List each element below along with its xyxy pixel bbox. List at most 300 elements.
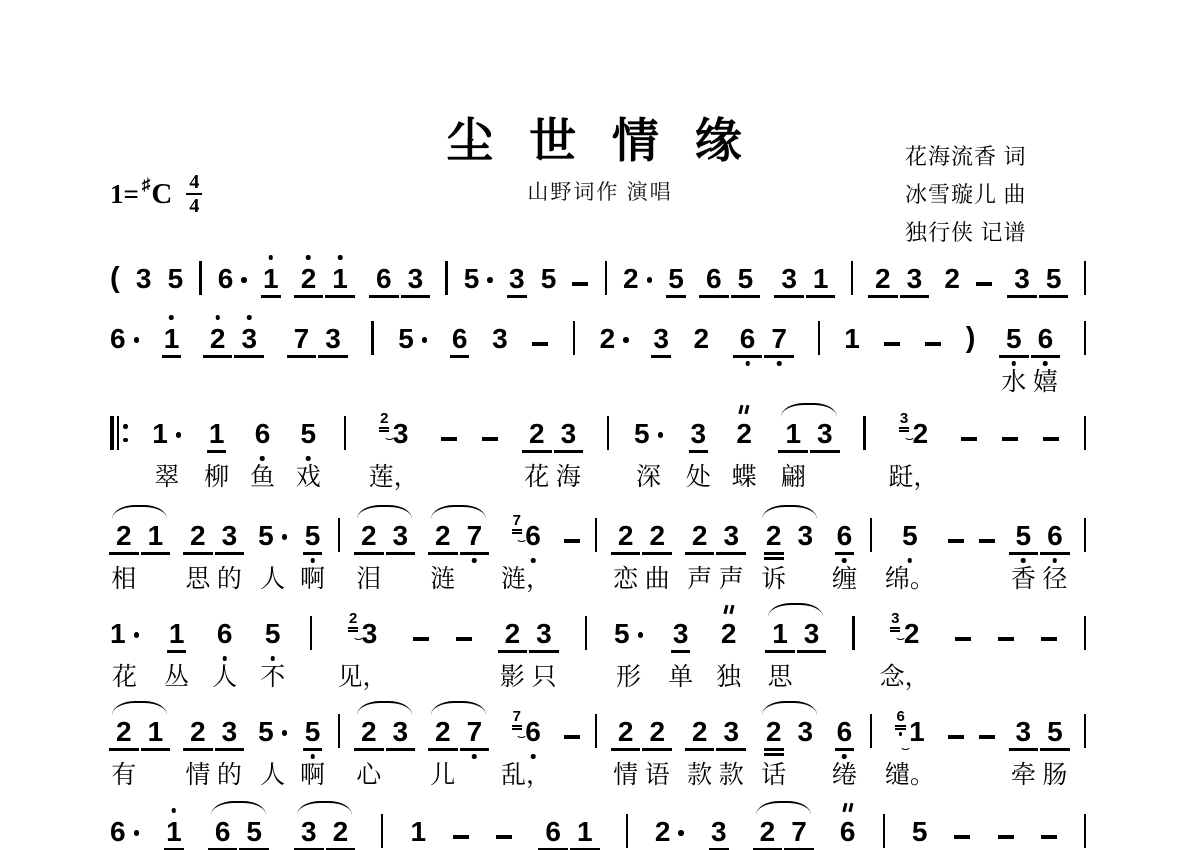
paren-cell [964, 323, 978, 353]
lyric: 影 [499, 664, 525, 691]
note-row [494, 816, 514, 846]
note-digit: 5 [463, 263, 480, 294]
note-row [459, 716, 491, 746]
note-digit: 3 [492, 323, 508, 354]
octave-dot-below [899, 732, 903, 736]
note-cell [879, 610, 930, 691]
note-cell [632, 418, 665, 491]
note-row [454, 618, 474, 648]
note-row [108, 618, 141, 648]
note-digit: 5 [265, 620, 281, 648]
note-digit: 6 [740, 325, 756, 353]
lyric: 款 [718, 762, 744, 789]
slur-icon [431, 701, 486, 715]
note-row [666, 263, 686, 293]
note-row [261, 263, 281, 293]
group-note [777, 418, 809, 491]
note-row [1008, 520, 1040, 550]
note-digit: 5 [1016, 522, 1032, 550]
note-digit: 2 [529, 418, 545, 449]
note-row [809, 418, 841, 448]
lyric: 儿 [430, 762, 456, 789]
note-row [610, 716, 642, 746]
note-row [692, 323, 712, 353]
bar-cell [1082, 618, 1088, 648]
group-note [528, 618, 560, 691]
mordent-icon [722, 605, 735, 614]
note-row [671, 618, 691, 648]
note-digit: 5 [246, 816, 262, 847]
octave-dot-above [338, 255, 343, 260]
note-digit: 1 [208, 418, 225, 449]
grace-digit: 3 [899, 410, 909, 427]
dash-icon [441, 437, 457, 441]
note-row [593, 716, 599, 746]
note-row [1082, 418, 1088, 448]
group-note [140, 520, 172, 550]
note-digit: 5 [540, 263, 557, 294]
lyric: 心 [356, 762, 382, 789]
barline-icon [870, 714, 872, 748]
note-row [953, 618, 973, 648]
octave-dot-below [1012, 361, 1017, 366]
bar-cell [593, 520, 599, 550]
dash-icon [1043, 437, 1059, 441]
note-digit: 3 [392, 418, 409, 449]
note-row [977, 520, 997, 550]
mordent-icon [841, 803, 854, 812]
note-row [150, 418, 183, 448]
dash-cell [996, 816, 1016, 846]
note-row [838, 816, 858, 846]
group-note [353, 716, 385, 789]
lyric: 跹， [888, 464, 939, 491]
note-row [256, 520, 289, 550]
barline-icon [371, 321, 373, 355]
note-row [977, 716, 997, 746]
augmentation-dot [647, 277, 653, 283]
slur-icon [756, 801, 811, 815]
bar-cell [816, 323, 822, 353]
note-digit: 6 [837, 522, 853, 550]
note-digit: 6 [376, 263, 392, 294]
note-digit: 1 [332, 265, 348, 293]
grace-digit: 2 [380, 410, 389, 427]
parenthesis: ) [965, 322, 976, 354]
note-digit: 6 [837, 718, 853, 746]
group-note [1038, 263, 1070, 293]
note-row [868, 520, 874, 550]
note-digit: 2 [649, 716, 666, 747]
note-cell [212, 618, 237, 691]
note-row [539, 263, 559, 293]
note-cell [838, 816, 858, 846]
bar-cell [868, 520, 874, 550]
note-row [570, 263, 590, 293]
octave-dot-above [247, 315, 252, 320]
note-row [764, 618, 796, 648]
dash-cell [974, 263, 994, 293]
lyric: 深 [635, 464, 661, 491]
note-digit: 3 [797, 716, 814, 747]
dash-cell [977, 520, 997, 550]
note-row [910, 816, 930, 846]
beam-group [521, 418, 584, 491]
note-digit: 3 [781, 263, 797, 294]
note-row [861, 418, 867, 448]
note-row [1039, 618, 1059, 648]
note-cell [108, 816, 141, 846]
group-note [324, 263, 356, 293]
note-row [459, 520, 491, 550]
group-note [182, 520, 214, 593]
repeat-bar-thin [117, 416, 119, 450]
note-digit: 5 [1045, 263, 1062, 294]
note-row [569, 816, 601, 846]
barline-icon [1084, 321, 1086, 355]
octave-dot-below [842, 754, 847, 759]
note-cell [507, 263, 527, 293]
beam-group [293, 263, 356, 293]
bar-cell [1082, 418, 1088, 448]
note-row [490, 323, 510, 353]
dash-cell [946, 520, 966, 550]
dash-icon [564, 735, 580, 739]
paren-cell [108, 263, 122, 293]
beam-group [427, 716, 490, 789]
bar-cell [342, 418, 348, 448]
lyric: 话 [761, 762, 787, 789]
lyric: 涟， [501, 566, 552, 593]
slur-icon [297, 801, 352, 815]
note-cell [942, 263, 962, 293]
dash-cell [959, 418, 979, 448]
group-note [732, 323, 764, 353]
group-note [233, 323, 265, 353]
note-digit: 5 [737, 263, 754, 294]
dash-cell [1041, 418, 1061, 448]
note-row [553, 418, 585, 448]
note-row [632, 418, 665, 448]
note-digit: 6 [1038, 325, 1054, 353]
note-cell [260, 618, 285, 691]
note-row [140, 520, 172, 550]
note-row [108, 520, 140, 550]
barline-icon [1084, 714, 1086, 748]
repeat-cell [108, 418, 130, 448]
note-digit: 2 [435, 716, 451, 747]
note-digit: 2 [875, 263, 891, 294]
note-cell [709, 816, 729, 846]
barline-icon [1084, 814, 1086, 848]
grace-note [379, 411, 390, 440]
beam-group [353, 716, 416, 789]
beam-group [684, 520, 747, 593]
group-note [427, 716, 459, 789]
note-row [451, 816, 471, 846]
sharp-icon: ♯ [141, 175, 151, 194]
note-row [214, 520, 246, 550]
augmentation-dot [282, 534, 288, 540]
lyric: 思 [185, 566, 211, 593]
note-row [790, 520, 822, 550]
note-row [1082, 618, 1088, 648]
beam-group [684, 716, 747, 789]
note-row [509, 708, 543, 747]
augmentation-dot [658, 432, 664, 438]
note-digit: 6 [217, 263, 234, 294]
augmentation-dot [487, 277, 493, 283]
group-note [1008, 520, 1040, 593]
lyric: 绻 [831, 762, 857, 789]
note-row [207, 816, 239, 846]
note-digit: 3 [241, 325, 257, 353]
lyric: 单 [668, 664, 694, 691]
lyric: 啊 [300, 566, 326, 593]
note-digit: 2 [693, 323, 710, 354]
music-line [108, 323, 1088, 396]
lyric: 见， [337, 664, 388, 691]
note-digit: 3 [392, 520, 409, 551]
note-row [293, 816, 325, 846]
barline-icon [445, 261, 447, 295]
note-row [396, 323, 429, 353]
group-note [610, 520, 642, 593]
group-note [715, 716, 747, 789]
octave-dot-below [310, 558, 315, 563]
note-row [379, 816, 385, 846]
slur-icon [112, 505, 167, 519]
note-digit: 3 [672, 618, 689, 649]
note-row [777, 418, 809, 448]
music-line [108, 708, 1088, 789]
note-cell [501, 512, 552, 593]
note-row [996, 618, 1016, 648]
note-row [140, 716, 172, 746]
lyric: 款 [687, 762, 713, 789]
note-row [385, 520, 417, 550]
dash-icon [532, 342, 548, 346]
note-row [959, 418, 979, 448]
note-row [893, 708, 927, 747]
note-digit: 2 [435, 520, 451, 551]
barline-icon [344, 416, 346, 450]
dash-cell [530, 323, 550, 353]
note-digit: 2 [691, 716, 708, 747]
barline-icon [863, 416, 865, 450]
note-digit: 3 [560, 418, 577, 449]
note-cell [396, 323, 429, 353]
beam-group [182, 520, 245, 593]
beam-group [537, 816, 600, 846]
note-row [996, 816, 1016, 846]
note-row [1038, 263, 1070, 293]
note-row [253, 418, 273, 448]
beam-group [108, 716, 171, 789]
lyric: 戏 [295, 464, 321, 491]
note-row [317, 323, 349, 353]
group-note [764, 618, 796, 691]
beam-group [732, 323, 795, 353]
note-cell [108, 323, 141, 353]
note-digit: 1 [263, 265, 279, 293]
note-cell [256, 716, 289, 789]
note-digit: 2 [623, 263, 639, 294]
bar-cell [868, 716, 874, 746]
bar-cell [605, 418, 611, 448]
note-digit: 1 [164, 325, 180, 353]
group-note [752, 816, 784, 846]
note-row [835, 716, 855, 746]
note-row [850, 618, 856, 648]
note-row [369, 323, 375, 353]
music-line [108, 410, 1088, 491]
augmentation-dot [176, 432, 182, 438]
note-digit: 2 [721, 620, 737, 648]
lyric: 花 [112, 664, 138, 691]
augmentation-dot [134, 632, 140, 638]
slur-icon [357, 701, 412, 715]
note-cell [686, 418, 711, 491]
beam-group [752, 816, 815, 846]
lyric: 乱， [501, 762, 552, 789]
note-row [816, 323, 822, 353]
note-row [899, 263, 931, 293]
dash-icon [976, 282, 992, 286]
note-row [571, 323, 577, 353]
group-note [400, 263, 432, 293]
beam-group [610, 716, 673, 789]
note-row [353, 520, 385, 550]
note-cell [884, 708, 935, 789]
lyric: 情 [613, 762, 639, 789]
dash-cell [1039, 816, 1059, 846]
note-row [593, 520, 599, 550]
credit-transcriber: 独行侠 记谱 [905, 220, 1027, 245]
bar-cell [1082, 816, 1088, 846]
note-row [108, 323, 141, 353]
slur-icon [768, 603, 823, 617]
note-cell [716, 618, 741, 691]
grace-digit: 7 [512, 512, 521, 529]
dash-cell [480, 418, 500, 448]
note-row [790, 716, 822, 746]
group-note [182, 716, 214, 789]
note-digit: 1 [168, 618, 185, 649]
note-row [238, 816, 270, 846]
note-cell [462, 263, 495, 293]
slur-icon [211, 801, 266, 815]
note-digit: 7 [791, 816, 807, 847]
note-row [653, 816, 686, 846]
note-row [900, 520, 920, 550]
note-row [166, 263, 186, 293]
lyric: 丛 [164, 664, 190, 691]
note-row [730, 263, 762, 293]
lyric: 泪 [356, 566, 382, 593]
note-row [888, 610, 922, 649]
dash-cell [451, 816, 471, 846]
note-row [758, 520, 790, 550]
note-row [946, 520, 966, 550]
note-row [796, 618, 828, 648]
lyric: 海 [555, 464, 581, 491]
note-cell [204, 418, 229, 491]
note-row [773, 263, 805, 293]
note-digit: 2 [912, 418, 929, 449]
dash-cell [494, 816, 514, 846]
group-note [368, 263, 400, 293]
group-note [207, 816, 239, 846]
lyric: 人 [212, 664, 238, 691]
note-digit: 5 [1006, 325, 1022, 353]
note-row [709, 816, 729, 846]
beam-group [286, 323, 349, 353]
bar-cell [861, 418, 867, 448]
group-note [783, 816, 815, 846]
dash-cell [439, 418, 459, 448]
note-row [698, 263, 730, 293]
note-row [562, 520, 582, 550]
note-row [835, 520, 855, 550]
lyric: 不 [260, 664, 286, 691]
augmentation-dot [241, 277, 247, 283]
note-cell [910, 816, 930, 846]
group-note [140, 716, 172, 746]
lyric: 牵 [1010, 762, 1036, 789]
dash-icon [453, 835, 469, 839]
repeat-open-icon [110, 416, 128, 450]
barline-icon [338, 714, 340, 748]
bar-cell [308, 618, 314, 648]
note-row [202, 323, 234, 353]
group-note [521, 418, 553, 491]
note-cell [732, 418, 757, 491]
lyric: 形 [616, 664, 642, 691]
note-digit: 2 [649, 520, 666, 551]
barline-icon [883, 814, 885, 848]
note-row [164, 816, 184, 846]
barline-icon [573, 321, 575, 355]
barline-icon [607, 416, 609, 450]
octave-dot-above [306, 255, 311, 260]
note-row [624, 816, 630, 846]
note-row [400, 263, 432, 293]
note-digit: 2 [759, 816, 776, 847]
note-row [346, 610, 380, 649]
note-row [1082, 816, 1088, 846]
beam-group [427, 520, 490, 593]
slur-icon [762, 505, 817, 519]
barline-icon [595, 714, 597, 748]
note-digit: 5 [258, 520, 274, 551]
note-digit: 2 [332, 816, 349, 847]
octave-dot-above [268, 255, 273, 260]
note-digit: 5 [305, 718, 321, 746]
note-row [783, 816, 815, 846]
group-note [684, 716, 716, 789]
note-row [605, 418, 611, 448]
bar-cell [881, 816, 887, 846]
note-cell [409, 816, 429, 846]
note-row [1000, 418, 1020, 448]
note-digit: 5 [902, 522, 918, 550]
note-cell [296, 418, 321, 491]
note-row [528, 618, 560, 648]
group-note [108, 716, 140, 789]
dash-icon [413, 637, 429, 641]
note-digit: 2 [190, 716, 206, 747]
